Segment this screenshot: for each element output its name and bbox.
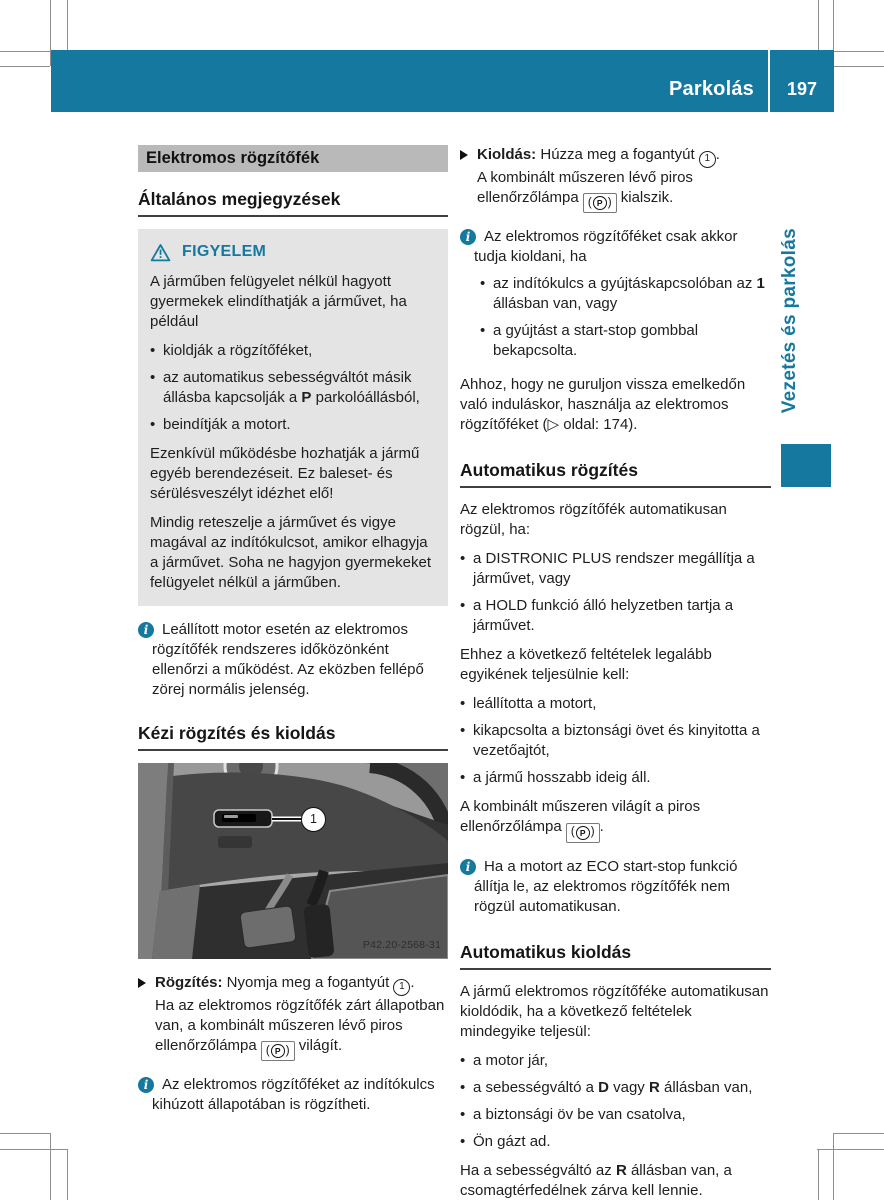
crop-mark <box>50 1133 51 1200</box>
bullet-item: • kioldják a rögzítőféket, <box>150 342 313 359</box>
step-lock <box>138 973 448 1061</box>
info-icon: i <box>138 1077 154 1093</box>
auto-release-list <box>460 1051 771 1152</box>
crop-mark <box>834 51 884 52</box>
bullet-dot: • <box>460 550 466 568</box>
crop-mark <box>0 1149 67 1150</box>
bullet-item: • a DISTRONIC PLUS rendszer megállítja a járművet, vagy <box>460 550 755 588</box>
chapter-index-marker <box>781 444 831 487</box>
bullet-dot: • <box>150 369 156 386</box>
warning-label: FIGYELEM <box>182 243 267 260</box>
chapter-tab <box>780 228 810 438</box>
page-number: 197 <box>786 79 818 99</box>
chapter-title: Elektromos rögzítőfék <box>138 145 448 172</box>
warning-header <box>150 242 436 262</box>
bullet-item: • az indítókulcs a gyújtáskapcsolóban az 1 állásban van, vagy <box>480 275 765 313</box>
crop-mark <box>0 66 50 67</box>
bullet-item: • beindítják a motort. <box>150 416 291 433</box>
auto-lock-intro: Az elektromos rögzítőfék automatikusan rögzül, ha: <box>460 501 727 539</box>
info-note <box>138 1075 448 1115</box>
release-condition-list <box>480 274 771 361</box>
bullet-item: • a biztonsági öv be van csatolva, <box>460 1106 686 1123</box>
bullet-dot: • <box>460 1106 466 1123</box>
crop-mark <box>834 66 884 67</box>
bullet-item: • a sebességváltó a D vagy R állásban van, <box>460 1079 753 1096</box>
info-note <box>460 857 771 917</box>
info-note <box>138 620 448 700</box>
bullet-item: • kikapcsolta a biztonsági övet és kinyitotta a vezetőajtót, <box>460 722 760 760</box>
warning-paragraph: Mindig reteszelje a járművet és vigye magával az indítókulcsot, amikor elhagyja a járművet. Soha ne hagyjon gyermekeket felügyelet nélkül a járműben. <box>150 514 431 591</box>
info-note <box>460 227 771 361</box>
bullet-item: • leállította a motort, <box>460 695 597 713</box>
crop-mark <box>818 0 819 50</box>
step-arrow-icon <box>460 150 468 160</box>
figure-code: P42.20-2568-31 <box>362 939 441 951</box>
step-release-action: Kioldás: Húzza meg a fogantyút 1 . <box>477 145 771 168</box>
section-title-auto-lock: Automatikus rögzítés <box>460 459 771 488</box>
auto-lock-list <box>460 549 771 636</box>
bullet-dot: • <box>460 1079 466 1096</box>
left-column <box>138 143 448 1200</box>
info-note-text: Leállított motor esetén az elektromos rögzítőfék rendszeres időközönként ellenőrzi a működést. Az eközben fellépő zörej normális jelenség. <box>152 621 424 698</box>
section-title-general: Általános megjegyzések <box>138 188 448 217</box>
page-header <box>51 50 834 112</box>
bullet-dot: • <box>460 722 466 740</box>
info-icon: i <box>460 229 476 245</box>
bullet-dot: • <box>460 695 466 713</box>
step-release-result: A kombinált műszeren lévő piros ellenőrzőlámpa ( P ) kialszik. <box>477 168 771 214</box>
info-note-text: Ha a motort az ECO start-stop funkció állítja le, az elektromos rögzítőfék nem rögzül automatikusan. <box>474 858 738 915</box>
warning-paragraph: Ezenkívül működésbe hozhatják a jármű egyéb berendezéseit. Ez baleset- és sérülésveszélyt idézhet elő! <box>150 445 420 502</box>
auto-lock-conditions-list <box>460 694 771 788</box>
bullet-item: • a jármű hosszabb ideig áll. <box>460 769 651 787</box>
step-lock-result: Ha az elektromos rögzítőfék zárt állapotban van, a kombinált műszeren lévő piros ellenőrzőlámpa ( P ) világít. <box>155 996 448 1062</box>
warning-triangle-icon <box>150 243 171 262</box>
bullet-item: • a gyújtást a start-stop gombbal bekapcsolta. <box>480 322 699 360</box>
bullet-item: • a motor jár, <box>460 1052 549 1069</box>
parking-brake-indicator-icon: ( P ) <box>583 193 617 213</box>
bullet-dot: • <box>460 769 466 787</box>
crop-mark <box>833 1133 834 1200</box>
info-note-text: Az elektromos rögzítőféket az indítókulcs kihúzott állapotában is rögzítheti. <box>152 1076 435 1114</box>
parking-brake-indicator-icon: ( P ) <box>566 823 600 843</box>
bullet-dot: • <box>480 275 486 293</box>
bullet-dot: • <box>460 1133 466 1150</box>
step-arrow-icon <box>138 978 146 988</box>
auto-release-outro: Ha a sebességváltó az R állásban van, a csomagtérfedélnek zárva kell lennie. <box>460 1162 732 1199</box>
lamp-paragraph: A kombinált műszeren világít a piros ellenőrzőlámpa ( P ) . <box>460 797 771 843</box>
chapter-tab-label: Vezetés és parkolás <box>779 228 800 414</box>
callout-number: 1 <box>699 151 716 168</box>
figure-parking-brake-handle <box>138 763 448 959</box>
callout-number: 1 <box>393 979 410 996</box>
section-title-auto-release: Automatikus kioldás <box>460 941 771 970</box>
info-icon: i <box>460 859 476 875</box>
auto-release-intro: A jármű elektromos rögzítőféke automatikusan kioldódik, ha a következő feltételek mindegyike teljesül: <box>460 983 769 1040</box>
bullet-dot: • <box>460 597 466 615</box>
page-content <box>138 143 771 1200</box>
step-release <box>460 145 771 213</box>
right-column <box>460 143 771 1200</box>
info-icon: i <box>138 622 154 638</box>
figure-callout-1: 1 <box>301 807 326 832</box>
crop-mark <box>818 1149 819 1200</box>
figure-illustration <box>138 763 448 959</box>
crop-mark <box>834 1133 884 1134</box>
step-lock-action: Rögzítés: Nyomja meg a fogantyút 1 . <box>155 973 448 996</box>
bullet-dot: • <box>150 416 156 433</box>
crop-mark <box>67 0 68 50</box>
warning-box <box>138 229 448 606</box>
crop-mark <box>817 1149 884 1150</box>
warning-intro: A járműben felügyelet nélkül hagyott gyermekek elindíthatják a járművet, ha például <box>150 273 407 330</box>
crop-mark <box>0 51 50 52</box>
info-note-text: Az elektromos rögzítőféket csak akkor tudja kioldani, ha <box>474 228 738 266</box>
bullet-dot: • <box>150 342 156 359</box>
hill-start-paragraph: Ahhoz, hogy ne guruljon vissza emelkedőn való induláskor, használja az elektromos rögzítőféket (▷ oldal: 174). <box>460 376 746 434</box>
section-title-manual: Kézi rögzítés és kioldás <box>138 722 448 751</box>
bullet-dot: • <box>460 1052 466 1069</box>
auto-lock-conditions-intro: Ehhez a következő feltételek legalább egyikének teljesülnie kell: <box>460 646 712 684</box>
bullet-item: • Ön gázt ad. <box>460 1133 551 1150</box>
crop-mark <box>67 1149 68 1200</box>
bullet-item: • a HOLD funkció álló helyzetben tartja a járművet. <box>460 597 734 635</box>
parking-brake-indicator-icon: ( P ) <box>261 1041 295 1061</box>
crop-mark <box>0 1133 50 1134</box>
page-header-section: Parkolás <box>669 78 754 100</box>
warning-bullet-list <box>150 341 436 435</box>
bullet-dot: • <box>480 322 486 340</box>
bullet-item: • az automatikus sebességváltót másik állásba kapcsolják a P parkolóállásból, <box>150 369 420 406</box>
